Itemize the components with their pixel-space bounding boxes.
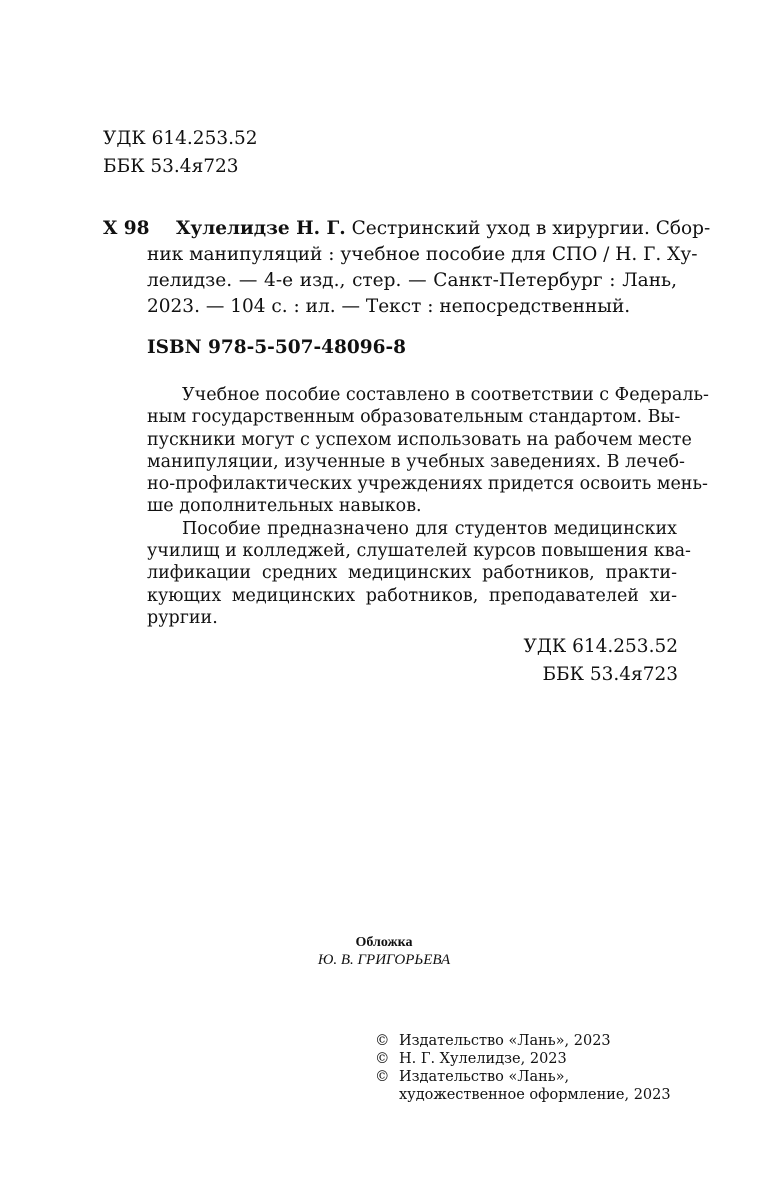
bbk-code-bottom: ББК 53.4я723: [542, 664, 678, 685]
copyright-text: Н. Г. Хулелидзе, 2023: [399, 1051, 567, 1067]
copyright-line: [375, 1032, 671, 1050]
udk-code-top: УДК 614.253.52: [103, 128, 258, 149]
copyright-line: [375, 1068, 671, 1086]
cover-label: Обложка: [355, 935, 413, 950]
annotation-line: рургии.: [147, 607, 218, 628]
copyright-line: [375, 1050, 671, 1068]
annotation-line: Учебное пособие составлено в соответствии с Федераль-: [182, 385, 709, 405]
bibliographic-first-line: [176, 216, 711, 242]
annotation-line: училищ и колледжей, слушателей курсов повышения ква-: [147, 541, 691, 562]
copyright-block: [375, 1032, 671, 1104]
copyright-symbol: ©: [375, 1033, 390, 1049]
cover-designer: Ю. В. ГРИГОРЬЕВА: [317, 952, 451, 968]
annotation-line: лификации средних медицинских работников, практи-: [147, 563, 677, 584]
bibliographic-line: Сестринский уход в хирургии. Сбор-: [351, 218, 711, 239]
annotation: [147, 384, 709, 629]
bibliographic-line: 2023. — 104 с. : ил. — Текст : непосредственный.: [147, 296, 631, 317]
annotation-line: манипуляции, изученные в учебных заведениях. В лечеб-: [147, 451, 685, 472]
copyright-symbol: ©: [375, 1069, 390, 1085]
bibliographic-line: ник манипуляций : учебное пособие для СПО / Н. Г. Ху-: [147, 244, 698, 265]
bibliographic-description: [147, 242, 698, 320]
copyright-symbol: ©: [375, 1051, 390, 1067]
udk-code-bottom: УДК 614.253.52: [523, 636, 678, 657]
author-name: Хулелидзе Н. Г.: [176, 218, 346, 239]
isbn: ISBN 978-5-507-48096-8: [147, 337, 407, 358]
annotation-line: кующих медицинских работников, преподавателей хи-: [147, 585, 677, 606]
cover-credit: [0, 934, 768, 970]
annotation-line: но-профилактических учреждениях придется освоить мень-: [147, 474, 708, 495]
copyright-continuation: художественное оформление, 2023: [399, 1087, 671, 1103]
annotation-line: ше дополнительных навыков.: [147, 496, 422, 517]
copyright-text: Издательство «Лань»,: [399, 1069, 570, 1085]
bibliographic-line: лелидзе. — 4-е изд., стер. — Санкт-Петербург : Лань,: [147, 270, 677, 291]
annotation-line: Пособие предназначено для студентов медицинских: [182, 518, 677, 539]
annotation-line: ным государственным образовательным стандартом. Вы-: [147, 407, 681, 428]
annotation-line: пускники могут с успехом использовать на рабочем месте: [147, 429, 692, 450]
author-sign-code: Х 98: [103, 218, 150, 239]
copyright-text: Издательство «Лань», 2023: [399, 1033, 611, 1049]
bbk-code-top: ББК 53.4я723: [103, 156, 239, 177]
